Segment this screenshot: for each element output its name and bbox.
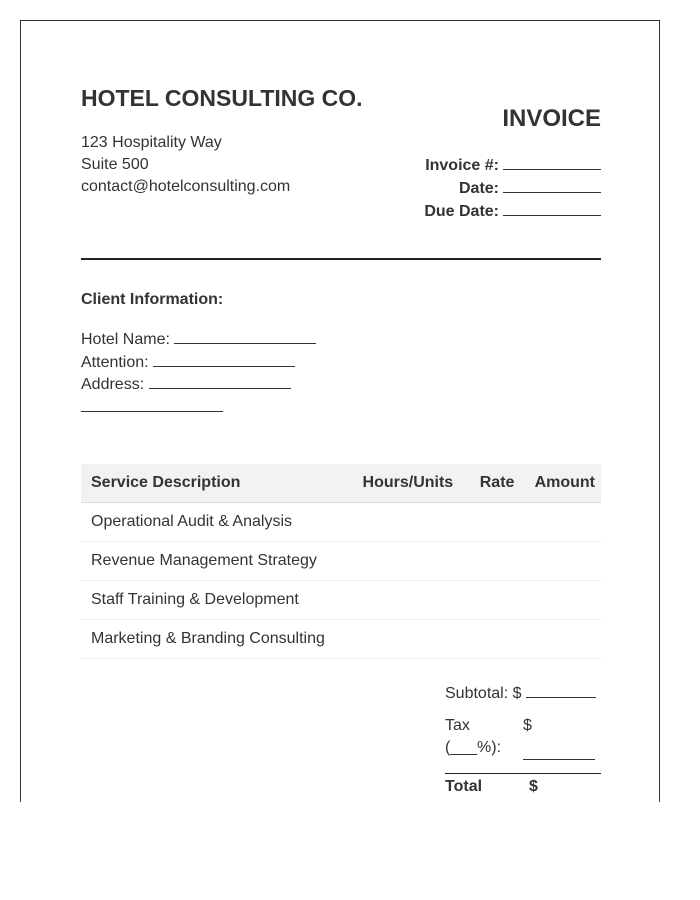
tax-blank — [523, 745, 595, 760]
rate-cell — [466, 542, 529, 581]
totals-block — [445, 683, 601, 796]
address-line1: 123 Hospitality Way — [81, 134, 222, 151]
subtotal-currency: $ — [512, 685, 522, 702]
hours-cell — [350, 581, 466, 620]
hours-cell — [350, 542, 466, 581]
subtotal-row — [445, 683, 601, 715]
invoice-title: INVOICE — [502, 105, 601, 132]
amount-cell — [529, 620, 601, 659]
address-blank-2 — [81, 397, 223, 412]
table-row — [81, 542, 601, 581]
address-blank — [149, 374, 291, 389]
invoice-page — [20, 20, 660, 802]
invoice-due-label: Due Date: — [424, 203, 499, 220]
hotel-name-row — [81, 329, 316, 352]
services-table — [81, 464, 601, 659]
col-amount: Amount — [529, 464, 601, 503]
address-line2: Suite 500 — [81, 156, 149, 173]
service-description: Operational Audit & Analysis — [81, 503, 350, 542]
invoice-due-row — [424, 200, 601, 223]
total-label: Total — [445, 778, 483, 795]
client-heading: Client Information: — [81, 291, 224, 308]
invoice-date-row — [424, 177, 601, 200]
attention-blank — [153, 352, 295, 367]
address-row-2 — [81, 397, 316, 420]
col-rate: Rate — [466, 464, 529, 503]
services-table-wrap — [81, 464, 601, 659]
amount-cell — [529, 542, 601, 581]
invoice-meta — [424, 154, 601, 223]
tax-currency: $ — [523, 717, 532, 734]
subtotal-blank — [526, 683, 596, 698]
company-address — [81, 132, 290, 198]
company-email: contact@hotelconsulting.com — [81, 178, 291, 195]
service-description: Revenue Management Strategy — [81, 542, 350, 581]
subtotal-label: Subtotal: — [445, 685, 509, 702]
attention-label: Attention: — [81, 353, 149, 371]
hotel-name-label: Hotel Name: — [81, 331, 170, 348]
total-currency: $ — [529, 778, 538, 795]
table-row — [81, 581, 601, 620]
header-divider — [81, 258, 601, 260]
tax-label: Tax (___%): — [445, 717, 502, 756]
invoice-due-blank — [503, 200, 601, 216]
company-name: HOTEL CONSULTING CO. — [81, 85, 363, 111]
invoice-date-blank — [503, 177, 601, 193]
attention-row — [81, 352, 316, 375]
hours-cell — [350, 620, 466, 659]
address-row — [81, 374, 316, 397]
tax-value — [523, 715, 595, 760]
rate-cell — [466, 503, 529, 542]
invoice-number-label: Invoice #: — [425, 157, 499, 174]
service-description: Staff Training & Development — [81, 581, 350, 620]
rate-cell — [466, 620, 529, 659]
hotel-name-blank — [174, 329, 316, 344]
rate-cell — [466, 581, 529, 620]
invoice-number-blank — [503, 154, 601, 170]
invoice-number-row — [424, 154, 601, 177]
table-header-row — [81, 464, 601, 503]
invoice-date-label: Date: — [458, 180, 499, 197]
table-row — [81, 620, 601, 659]
col-hours-units: Hours/Units — [350, 464, 466, 503]
col-service-description: Service Description — [81, 464, 350, 503]
hours-cell — [350, 503, 466, 542]
client-info — [81, 329, 316, 419]
amount-cell — [529, 581, 601, 620]
service-description: Marketing & Branding Consulting — [81, 620, 350, 659]
amount-cell — [529, 503, 601, 542]
address-label: Address: — [81, 376, 145, 393]
tax-row — [445, 715, 601, 765]
total-row — [445, 774, 601, 796]
table-row — [81, 503, 601, 542]
